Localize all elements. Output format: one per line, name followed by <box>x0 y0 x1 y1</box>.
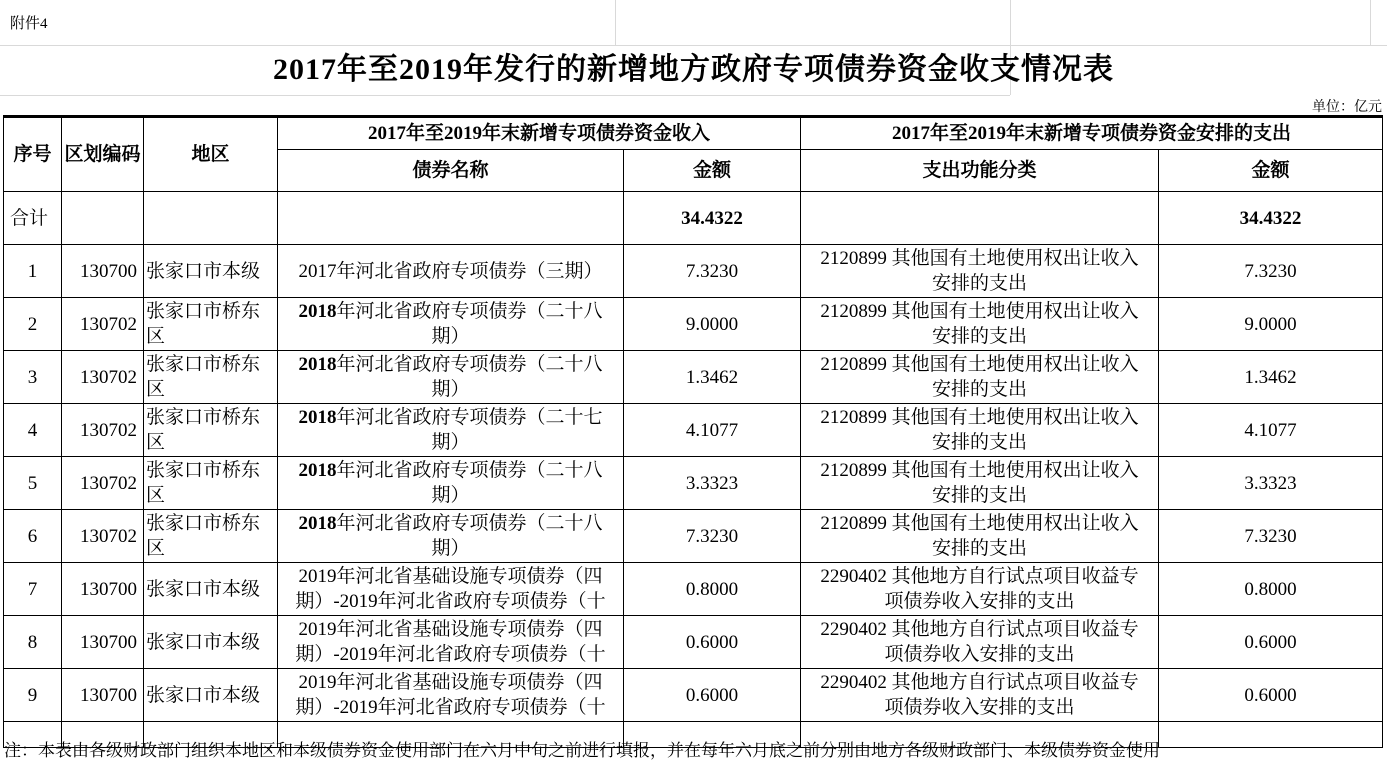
header-region-code[interactable]: 区划编码 <box>62 117 144 192</box>
bond-name-line2: 期） <box>431 326 470 347</box>
footer-note: 注：本表由各级财政部门组织本地区和本级债券资金使用部门在六月中旬之前进行填报，并在每年六月底之前分别由地方各级财政部门、本级债券资金使用 <box>4 741 1160 760</box>
bond-name-line2: 期） <box>431 432 470 453</box>
expense-category-line1: 2120899 其他国有土地使用权出让收入 <box>820 301 1139 322</box>
bond-name-cell[interactable] <box>278 669 624 722</box>
bond-name-line1: 2019年河北省基础设施专项债券（四 <box>298 619 603 640</box>
row-number-cell[interactable]: 3 <box>4 351 62 404</box>
header-income-group[interactable]: 2017年至2019年末新增专项债券资金收入 <box>278 117 801 150</box>
header-region[interactable]: 地区 <box>144 117 278 192</box>
expense-amount-cell[interactable]: 9.0000 <box>1159 298 1383 351</box>
attachment-label: 附件4 <box>10 16 48 32</box>
region-code-cell[interactable] <box>62 192 144 245</box>
bond-name-line2: 期）-2019年河北省政府专项债券（十 <box>295 644 606 665</box>
row-number-cell[interactable]: 9 <box>4 669 62 722</box>
region-code-cell[interactable]: 130700 <box>62 616 144 669</box>
row-number-cell[interactable]: 8 <box>4 616 62 669</box>
expense-category-line1: 2120899 其他国有土地使用权出让收入 <box>820 407 1139 428</box>
region-code-cell[interactable]: 130700 <box>62 245 144 298</box>
expense-category-line1: 2290402 其他地方自行试点项目收益专 <box>820 672 1139 693</box>
bond-name-line1: 2017年河北省政府专项债券（三期） <box>298 260 603 282</box>
total-income-cell[interactable]: 34.4322 <box>624 192 801 245</box>
expense-amount-cell[interactable]: 4.1077 <box>1159 404 1383 457</box>
bond-name-line1: 2018年河北省政府专项债券（二十八 <box>298 513 603 534</box>
expense-category-line2: 安排的支出 <box>932 485 1028 506</box>
bond-name-cell[interactable] <box>278 510 624 563</box>
table-row <box>4 669 1383 722</box>
bond-name-cell[interactable] <box>278 192 624 245</box>
total-row <box>4 192 1383 245</box>
region-cell[interactable]: 张家口市本级 <box>144 563 278 616</box>
region-cell[interactable]: 张家口市桥东区 <box>144 457 278 510</box>
row-number-cell[interactable]: 1 <box>4 245 62 298</box>
row-number-cell[interactable]: 6 <box>4 510 62 563</box>
region-code-cell[interactable]: 130702 <box>62 510 144 563</box>
expense-amount-cell[interactable]: 1.3462 <box>1159 351 1383 404</box>
expense-category-line1: 2120899 其他国有土地使用权出让收入 <box>820 513 1139 534</box>
income-amount-cell[interactable]: 7.3230 <box>624 510 801 563</box>
expense-category-line1: 2120899 其他国有土地使用权出让收入 <box>820 354 1139 375</box>
region-cell[interactable]: 张家口市桥东区 <box>144 351 278 404</box>
row-number-cell[interactable]: 7 <box>4 563 62 616</box>
bond-name-line2: 期）-2019年河北省政府专项债券（十 <box>295 697 606 718</box>
table-body <box>4 192 1383 722</box>
bond-name-cell[interactable] <box>278 404 624 457</box>
bond-name-cell[interactable] <box>278 351 624 404</box>
region-cell[interactable] <box>144 192 278 245</box>
region-cell[interactable]: 张家口市本级 <box>144 245 278 298</box>
bond-name-line1: 2018年河北省政府专项债券（二十八 <box>298 354 603 375</box>
income-amount-cell[interactable]: 4.1077 <box>624 404 801 457</box>
bond-name-cell[interactable] <box>278 298 624 351</box>
expense-category-cell[interactable] <box>801 669 1159 722</box>
expense-category-cell[interactable] <box>801 563 1159 616</box>
region-cell[interactable]: 张家口市本级 <box>144 669 278 722</box>
table-row <box>4 298 1383 351</box>
header-bond-name[interactable]: 债券名称 <box>278 150 624 192</box>
table-row <box>4 457 1383 510</box>
expense-category-cell[interactable] <box>801 616 1159 669</box>
bond-name-line2: 期）-2019年河北省政府专项债券（十 <box>295 591 606 612</box>
expense-amount-cell[interactable]: 7.3230 <box>1159 245 1383 298</box>
table-row <box>4 245 1383 298</box>
header-expense-group[interactable]: 2017年至2019年末新增专项债券资金安排的支出 <box>801 117 1383 150</box>
expense-category-line2: 安排的支出 <box>932 379 1028 400</box>
region-code-cell[interactable]: 130702 <box>62 457 144 510</box>
expense-category-line2: 安排的支出 <box>932 273 1028 294</box>
region-cell[interactable]: 张家口市桥东区 <box>144 404 278 457</box>
table-row <box>4 563 1383 616</box>
row-number-cell[interactable]: 5 <box>4 457 62 510</box>
expense-category-line2: 安排的支出 <box>932 538 1028 559</box>
expense-category-cell[interactable] <box>801 510 1159 563</box>
income-amount-cell[interactable]: 7.3230 <box>624 245 801 298</box>
row-number-cell[interactable]: 4 <box>4 404 62 457</box>
region-code-cell[interactable]: 130702 <box>62 298 144 351</box>
income-amount-cell[interactable]: 0.6000 <box>624 616 801 669</box>
header-seq[interactable]: 序号 <box>4 117 62 192</box>
region-cell[interactable]: 张家口市桥东区 <box>144 510 278 563</box>
expense-category-line1: 2290402 其他地方自行试点项目收益专 <box>820 619 1139 640</box>
expense-amount-cell[interactable]: 0.8000 <box>1159 563 1383 616</box>
header-expense-amount[interactable]: 金额 <box>1159 150 1383 192</box>
expense-category-cell[interactable] <box>801 298 1159 351</box>
bond-name-cell[interactable] <box>278 563 624 616</box>
sheet-title: 2017年至2019年发行的新增地方政府专项债券资金收支情况表 <box>273 53 1114 86</box>
expense-category-cell[interactable] <box>801 245 1159 298</box>
table-row <box>4 510 1383 563</box>
expense-category-line2: 项债券收入安排的支出 <box>884 697 1075 718</box>
bond-name-cell[interactable] <box>278 457 624 510</box>
region-code-cell[interactable]: 130700 <box>62 669 144 722</box>
expense-amount-cell[interactable]: 0.6000 <box>1159 669 1383 722</box>
expense-category-line2: 项债券收入安排的支出 <box>884 644 1075 665</box>
bond-name-cell[interactable] <box>278 245 624 298</box>
expense-category-line1: 2120899 其他国有土地使用权出让收入 <box>820 248 1139 269</box>
bond-name-cell[interactable] <box>278 616 624 669</box>
gridline-vertical <box>615 0 616 45</box>
total-label-cell[interactable]: 合计 <box>4 192 62 245</box>
expense-category-cell[interactable] <box>801 457 1159 510</box>
expense-amount-cell[interactable]: 0.6000 <box>1159 616 1383 669</box>
total-expense-cell[interactable]: 34.4322 <box>1159 192 1383 245</box>
region-code-cell[interactable]: 130700 <box>62 563 144 616</box>
income-amount-cell[interactable]: 9.0000 <box>624 298 801 351</box>
expense-category-cell[interactable] <box>801 192 1159 245</box>
income-amount-cell[interactable]: 0.8000 <box>624 563 801 616</box>
region-cell[interactable]: 张家口市桥东区 <box>144 298 278 351</box>
unit-label: 单位：亿元 <box>1312 100 1382 115</box>
bond-name-line1: 2019年河北省基础设施专项债券（四 <box>298 672 603 693</box>
bond-name-line2: 期） <box>431 379 470 400</box>
header-income-amount[interactable]: 金额 <box>624 150 801 192</box>
bond-name-line2: 期） <box>431 538 470 559</box>
expense-category-line2: 安排的支出 <box>932 432 1028 453</box>
gridline-vertical <box>1370 0 1371 45</box>
expense-category-line1: 2120899 其他国有土地使用权出让收入 <box>820 460 1139 481</box>
bond-funds-table <box>3 115 1383 748</box>
region-code-cell[interactable]: 130702 <box>62 351 144 404</box>
table-row <box>4 616 1383 669</box>
expense-category-line1: 2290402 其他地方自行试点项目收益专 <box>820 566 1139 587</box>
expense-category-line2: 项债券收入安排的支出 <box>884 591 1075 612</box>
income-amount-cell[interactable]: 3.3323 <box>624 457 801 510</box>
bond-name-line1: 2018年河北省政府专项债券（二十八 <box>298 301 603 322</box>
expense-category-line2: 安排的支出 <box>932 326 1028 347</box>
expense-category-cell[interactable] <box>801 404 1159 457</box>
row-number-cell[interactable]: 2 <box>4 298 62 351</box>
table-row <box>4 351 1383 404</box>
table-row <box>4 404 1383 457</box>
income-amount-cell[interactable]: 0.6000 <box>624 669 801 722</box>
bond-name-line1: 2018年河北省政府专项债券（二十八 <box>298 460 603 481</box>
region-code-cell[interactable]: 130702 <box>62 404 144 457</box>
region-cell[interactable]: 张家口市本级 <box>144 616 278 669</box>
expense-amount-cell[interactable]: 3.3323 <box>1159 457 1383 510</box>
header-expense-category[interactable]: 支出功能分类 <box>801 150 1159 192</box>
expense-amount-cell[interactable]: 7.3230 <box>1159 510 1383 563</box>
bond-name-line2: 期） <box>431 485 470 506</box>
expense-category-cell[interactable] <box>801 351 1159 404</box>
bond-name-line1: 2019年河北省基础设施专项债券（四 <box>298 566 603 587</box>
income-amount-cell[interactable]: 1.3462 <box>624 351 801 404</box>
bond-name-line1: 2018年河北省政府专项债券（二十七 <box>298 407 603 428</box>
